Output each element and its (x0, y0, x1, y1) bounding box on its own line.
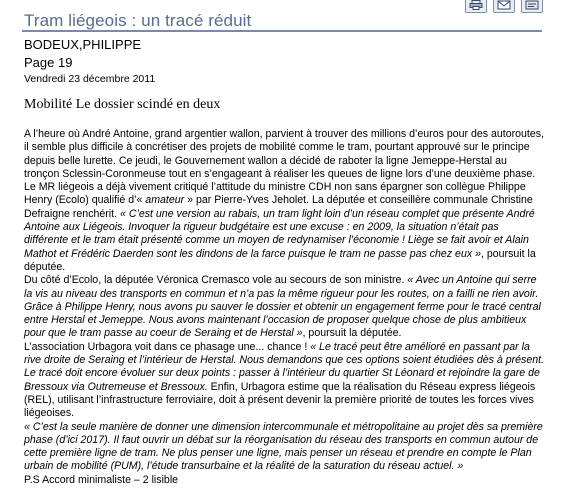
paragraph-text: Du côté d’Ecolo, la députée Véronica Cremasco vole au secours de son ministre. (24, 274, 408, 287)
paragraph (24, 474, 544, 487)
paragraph-text: L’association Urbagora voit dans ce phasage une... chance ! (24, 340, 311, 353)
print-icon (469, 0, 483, 10)
section-heading: Mobilité Le dossier scindé en deux (24, 97, 221, 112)
print-button[interactable] (465, 0, 487, 13)
paragraph (24, 421, 544, 474)
article-header (0, 0, 565, 86)
paragraph (24, 341, 544, 421)
paragraph-text: A l’heure où André Antoine, grand argentier wallon, parvient à trouver des millions d’euros pour des autoroutes, il semble plus difficile à concrétiser des projets de mobilité comme le tram, pourtant approuvé sur le principe depuis belle lurette. Ce jeudi, le Gouvernement wallon a décidé de raboter la ligne Jemeppe-Herstal au tronçon Sclessin-Coronmeuse tout en s’engageant à réaliser les queues de ligne lors d’une deuxième phase. (24, 128, 544, 180)
paragraph (24, 181, 544, 274)
mail-button[interactable] (493, 0, 515, 13)
paragraph-text: » par Pierre-Yves Jeholet. La députée et conseillère communale Christine Defraigne renchérit. (24, 194, 533, 220)
quote: « C’est une version au rabais, un tram light loin d’un réseau complet que présente André Antoine aux Liégeois. Invoquer la rigueur budgétaire est une excuse : en 2009, la situation n’était pas différente et le tram était présenté comme un moyen de redynamiser l’économie ! Liège se fait avoir et Alain Mathot et Frédéric Daerden sont les dindons de la farce puisque le tram ne passe pas chez eux » (24, 207, 535, 260)
quote: « C’est la seule manière de donner une dimension intercommunale et métropolitaine au projet dès sa première phase (d’ici 2017). Il faut ouvrir un débat sur la réorganisation du réseau des transports en commun autour de cette première ligne de tram. Ne plus penser une ligne, mais penser un réseau et prendre en compte le Plan urbain de mobilité (PUM), l’étude transurbaine et la réalité de la saturation du réseau actuel. » (24, 420, 543, 473)
paragraph-text: , poursuit la députée. (24, 247, 536, 273)
paragraph-text: P.S Accord minimaliste – 2 lisible (24, 473, 179, 486)
title-divider (22, 30, 542, 32)
page-number: Page 19 (24, 55, 73, 70)
paragraph-text: , poursuit la députée. (302, 327, 402, 340)
share-button[interactable] (521, 0, 543, 13)
toolbar (465, 0, 543, 13)
quoted-term: amateur (145, 194, 185, 207)
paragraph (24, 128, 544, 181)
quote: « Le tracé peut être amélioré en passant par la rive droite de Seraing et l’intérieur de Herstal. Nous demandons que ces options soient étudiées dès à présent. Le tracé doit encore évoluer sur deux points : passer à l’intérieur du quartier St Léonard et rejoindre la gare de Bressoux via Outremeuse et Bressoux. (24, 340, 544, 393)
publication-date: Vendredi 23 décembre 2011 (24, 73, 156, 85)
mail-icon (497, 0, 511, 10)
paragraph (24, 274, 544, 340)
quote: « Avec un Antoine qui serre la vis au niveau des transports en commun et n’a pas la même rigueur pour les routes, on a failli ne rien avoir. Grâce à Philippe Henry, nous avons pu sauver le dossier et obtenir un engagement ferme pour le tracé central entre Herstal et Jemeppe. Nous avons maintenant l’occasion de proposer quelque chose de plus ambitieux pour que le tram passe au coeur de Seraing et de Herstal » (24, 274, 541, 340)
paragraph-text: Enfin, Urbagora estime que la réalisation du Réseau express liégeois (REL), utilisant l’infrastructure ferroviaire, doit à présent devenir la première priorité de toutes les forces vives liégeoises. (24, 380, 536, 420)
article-title: Tram liégeois : un tracé réduit (24, 11, 252, 30)
article-body (24, 128, 544, 487)
paragraph-text: Le MR liégeois a déjà vivement critiqué l’attitude du ministre CDH non sans épargner son collègue Philippe Henry (Ecolo) qualifié d’« (24, 181, 526, 207)
author-name: BODEUX,PHILIPPE (24, 37, 142, 52)
share-icon (525, 0, 539, 10)
